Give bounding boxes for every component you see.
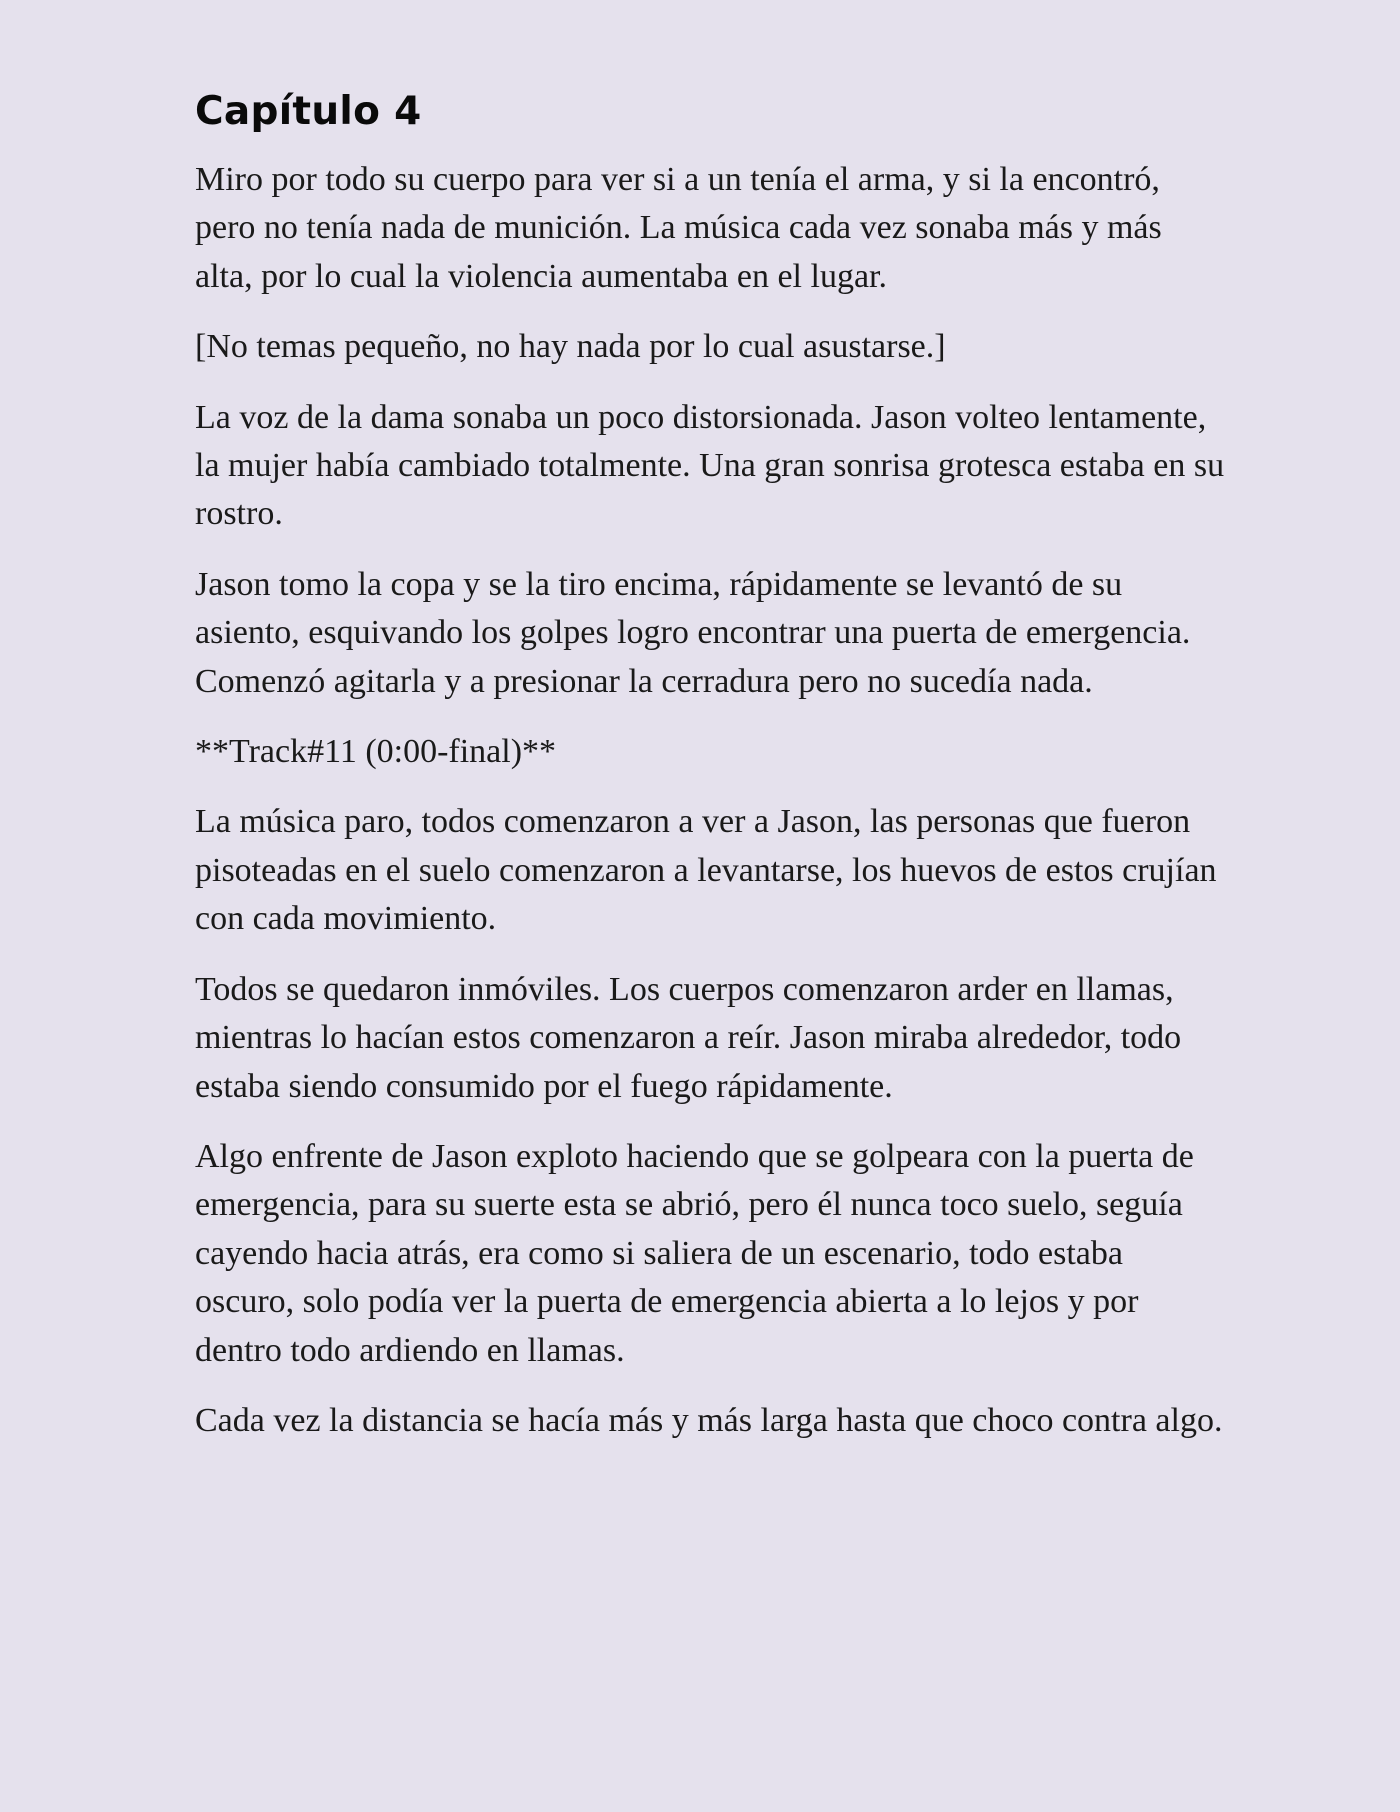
paragraph: Todos se quedaron inmóviles. Los cuerpos comenzaron arder en llamas, mientras lo hacían estos comenzaron a reír. Jason miraba alrededor, todo estaba siendo consumido por el fuego rápidamente.	[195, 970, 1182, 1105]
paragraph: La música paro, todos comenzaron a ver a Jason, las personas que fueron pisoteadas en el suelo comenzaron a levantarse, los huevos de estos crujían con cada movimiento.	[195, 803, 1217, 938]
chapter-title: Capítulo 4	[195, 89, 422, 134]
track-marker: **Track#11 (0:00-final)**	[195, 733, 557, 771]
paragraph: [No temas pequeño, no hay nada por lo cual asustarse.]	[195, 328, 946, 366]
paragraph: Algo enfrente de Jason exploto haciendo que se golpeara con la puerta de emergencia, para su suerte esta se abrió, pero él nunca toco suelo, seguía cayendo hacia atrás, era como si saliera de un escenario, todo estaba oscuro, solo podía ver la puerta de emergencia abierta a lo lejos y por dentro todo ardiendo en llamas.	[195, 1137, 1194, 1369]
paragraph: La voz de la dama sonaba un poco distorsionada. Jason volteo lentamente, la mujer había cambiado totalmente. Una gran sonrisa grotesca estaba en su rostro.	[195, 398, 1225, 533]
paragraph: Miro por todo su cuerpo para ver si a un tenía el arma, y si la encontró, pero no tenía nada de munición. La música cada vez sonaba más y más alta, por lo cual la violencia aumentaba en el lugar.	[195, 161, 1162, 295]
paragraph: Jason tomo la copa y se la tiro encima, rápidamente se levantó de su asiento, esquivando los golpes logro encontrar una puerta de emergencia. Comenzó agitarla y a presionar la cerradura pero no sucedía nada.	[195, 565, 1191, 700]
document-page	[195, 86, 1225, 1467]
paragraph: Cada vez la distancia se hacía más y más larga hasta que choco contra algo.	[195, 1401, 1223, 1439]
